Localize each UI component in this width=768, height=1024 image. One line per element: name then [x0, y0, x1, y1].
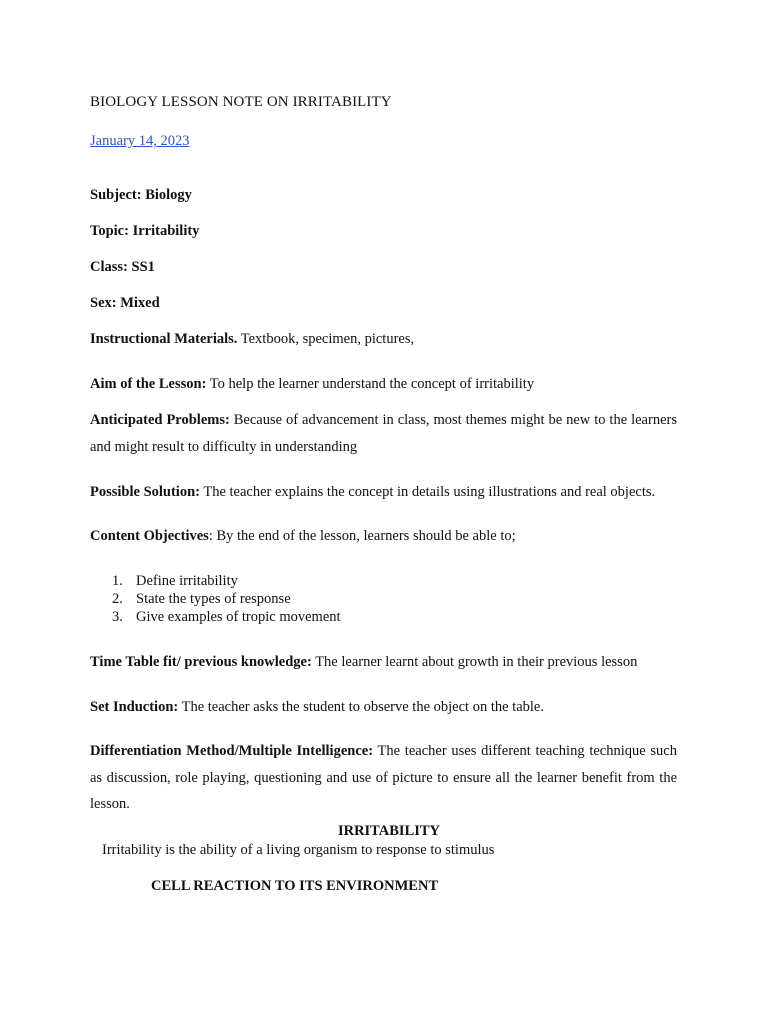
list-item-number: 2.	[112, 591, 123, 607]
cell-reaction-heading: CELL REACTION TO ITS ENVIRONMENT	[151, 878, 439, 894]
differentiation-value: The teacher uses different teaching technique such as discussion, role playing, questioning and use of picture to ensure all the learner benefit from the lesson.	[90, 743, 677, 812]
induction-line	[90, 698, 544, 716]
timetable-line	[90, 653, 637, 671]
class-value: SS1	[131, 259, 155, 275]
induction-label: Set Induction:	[90, 699, 179, 715]
sex-line	[90, 294, 160, 312]
objectives-label: Content Objectives	[90, 528, 209, 544]
list-item-text: Give examples of tropic movement	[136, 609, 341, 625]
objectives-value: : By the end of the lesson, learners should be able to;	[208, 528, 516, 544]
list-item	[90, 572, 341, 590]
topic-label: Topic:	[90, 223, 129, 239]
timetable-value: The learner learnt about growth in their previous lesson	[311, 654, 638, 670]
problems-value: Because of advancement in class, most themes might be new to the learners and might result to difficulty in understanding	[90, 412, 677, 455]
subject-value: Biology	[145, 187, 192, 203]
aim-value: To help the learner understand the concept of irritability	[206, 376, 535, 392]
list-item-text: Define irritability	[136, 573, 238, 589]
induction-value: The teacher asks the student to observe the object on the table.	[178, 699, 544, 715]
objectives-list	[90, 572, 341, 626]
list-item	[90, 608, 341, 626]
list-item-text: State the types of response	[136, 591, 291, 607]
materials-line	[90, 330, 414, 348]
differentiation-paragraph	[90, 738, 677, 818]
materials-label: Instructional Materials.	[90, 331, 238, 347]
sex-label: Sex:	[90, 295, 117, 311]
class-line	[90, 258, 155, 276]
differentiation-label: Differentiation Method/Multiple Intelligence:	[90, 743, 374, 759]
problems-paragraph	[90, 407, 677, 460]
irritability-heading: IRRITABILITY	[337, 823, 441, 839]
materials-value: Textbook, specimen, pictures,	[237, 331, 415, 347]
document-title: BIOLOGY LESSON NOTE ON IRRITABILITY	[90, 94, 392, 110]
solution-label: Possible Solution:	[90, 484, 200, 500]
subject-label: Subject:	[90, 187, 142, 203]
class-label: Class:	[90, 259, 128, 275]
irritability-definition: Irritability is the ability of a living organism to response to stimulus	[102, 842, 495, 858]
timetable-label: Time Table fit/ previous knowledge:	[90, 654, 312, 670]
aim-label: Aim of the Lesson:	[90, 376, 207, 392]
solution-line	[90, 483, 655, 501]
solution-value: The teacher explains the concept in details using illustrations and real objects.	[199, 484, 656, 500]
list-item-number: 3.	[112, 609, 123, 625]
sex-value: Mixed	[120, 295, 160, 311]
topic-line	[90, 222, 199, 240]
date-link[interactable]: January 14, 2023	[90, 133, 190, 149]
list-item	[90, 590, 341, 608]
list-item-number: 1.	[112, 573, 123, 589]
objectives-line	[90, 527, 516, 545]
aim-line	[90, 375, 534, 393]
topic-value: Irritability	[132, 223, 200, 239]
subject-line	[90, 186, 192, 204]
problems-label: Anticipated Problems:	[90, 412, 230, 428]
